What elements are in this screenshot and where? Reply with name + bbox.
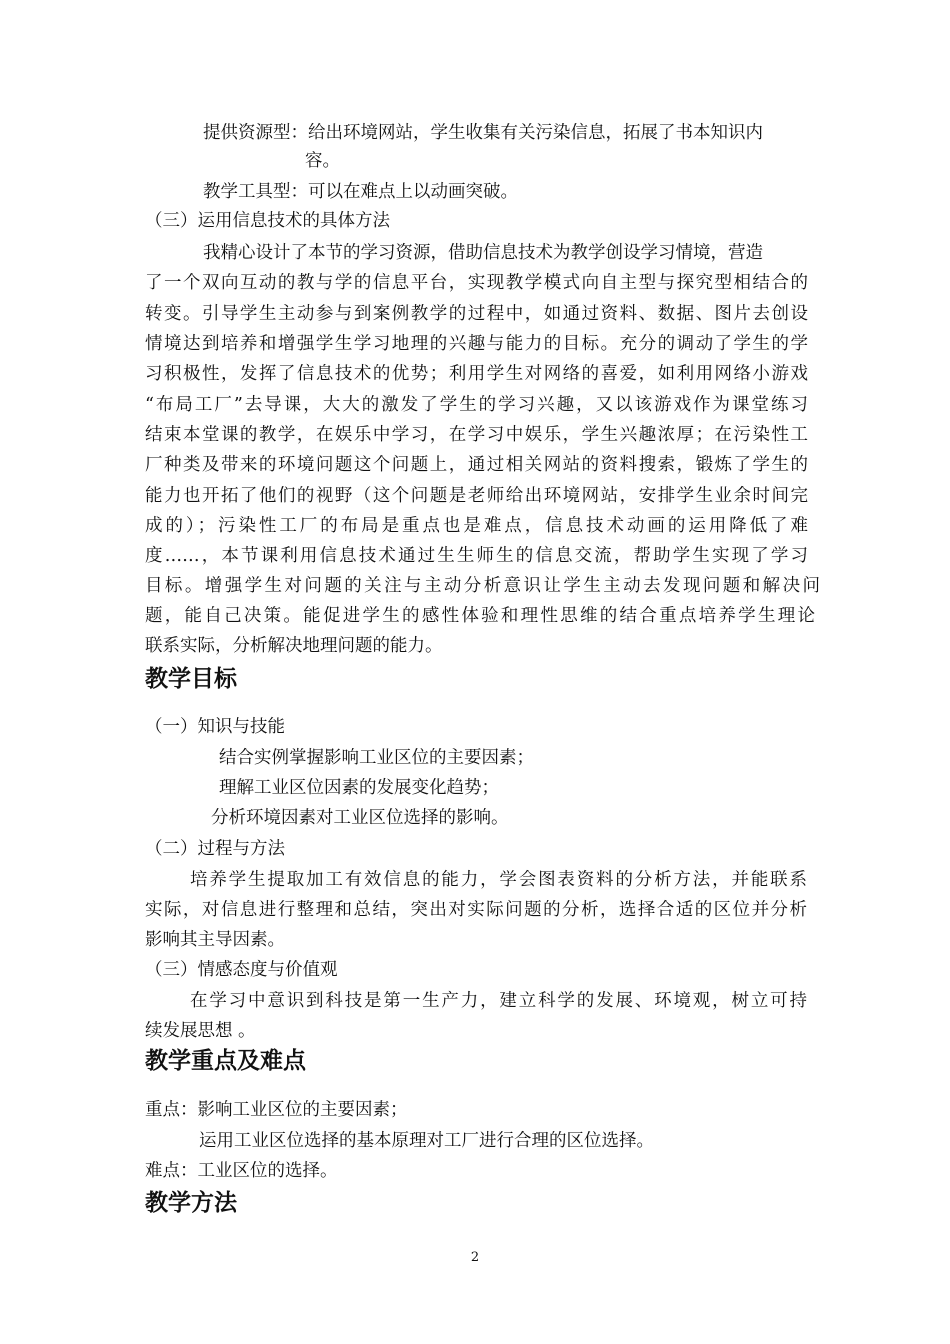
process-line: 实际，对信息进行整理和总结，突出对实际问题的分析，选择合适的区位并分析 <box>145 900 807 920</box>
methods-paragraph-line: 联系实际，分析解决地理问题的能力。 <box>145 636 443 656</box>
methods-paragraph-line: 能力也开拓了他们的视野（这个问题是老师给出环境网站，安排学生业余时间完 <box>145 486 808 506</box>
resource-type-line-cont: 容。 <box>305 151 340 171</box>
knowledge-item: 分析环境因素对工业区位选择的影响。 <box>211 808 509 828</box>
knowledge-heading: （一）知识与技能 <box>145 717 285 737</box>
emotion-line: 续发展思想 。 <box>145 1021 256 1041</box>
methods-paragraph-line: 厂种类及带来的环境问题这个问题上，通过相关网站的资料搜索，锻炼了学生的 <box>145 455 808 475</box>
knowledge-item: 理解工业区位因素的发展变化趋势； <box>219 778 499 798</box>
process-heading: （二）过程与方法 <box>145 839 285 859</box>
tool-type-line: 教学工具型：可以在难点上以动画突破。 <box>203 182 518 202</box>
methods-paragraph-line: 转变。引导学生主动参与到案例教学的过程中，如通过资料、数据、图片去创设 <box>145 304 808 324</box>
key-point-line: 重点：影响工业区位的主要因素； <box>145 1100 408 1120</box>
methods-paragraph-line: “布局工厂”去导课，大大的激发了学生的学习兴趣，又以该游戏作为课堂练习 <box>145 395 808 415</box>
resource-type-line: 提供资源型：给出环境网站，学生收集有关污染信息，拓展了书本知识内 <box>203 123 763 143</box>
key-points-title: 教学重点及难点 <box>145 1048 306 1074</box>
emotion-heading: （三）情感态度与价值观 <box>145 960 338 980</box>
methods-paragraph-line: 度……，本节课利用信息技术通过生生师生的信息交流，帮助学生实现了学习 <box>145 546 808 566</box>
methods-paragraph-line: 结束本堂课的教学，在娱乐中学习，在学习中娱乐，学生兴趣浓厚；在污染性工 <box>145 425 808 445</box>
difficulty-line: 难点：工业区位的选择。 <box>145 1161 338 1181</box>
methods-paragraph-line: 情境达到培养和增强学生学习地理的兴趣与能力的目标。充分的调动了学生的学 <box>145 334 808 354</box>
methods-paragraph-line: 了一个双向互动的教与学的信息平台，实现教学模式向自主型与探究型相结合的 <box>145 273 808 293</box>
methods-paragraph-line: 我精心设计了本节的学习资源，借助信息技术为教学创设学习情境，营造 <box>203 243 763 263</box>
teaching-methods-title: 教学方法 <box>145 1190 237 1216</box>
knowledge-item: 结合实例掌握影响工业区位的主要因素； <box>219 748 534 768</box>
process-line: 影响其主导因素。 <box>145 930 285 950</box>
methods-paragraph-line: 成的）；污染性工厂的布局是重点也是难点，信息技术动画的运用降低了难 <box>145 516 808 536</box>
page-number: 2 <box>470 1250 480 1265</box>
teaching-goals-title: 教学目标 <box>145 666 237 692</box>
methods-paragraph-line: 目标。增强学生对问题的关注与主动分析意识让学生主动去发现问题和解决问 <box>145 576 820 596</box>
methods-paragraph-line: 题，能自己决策。能促进学生的感性体验和理性思维的结合重点培养学生理论 <box>145 606 815 626</box>
process-line: 培养学生提取加工有效信息的能力，学会图表资料的分析方法，并能联系 <box>190 870 807 890</box>
key-point-line: 运用工业区位选择的基本原理对工厂进行合理的区位选择。 <box>199 1131 654 1151</box>
methods-heading: （三）运用信息技术的具体方法 <box>145 211 390 231</box>
emotion-line: 在学习中意识到科技是第一生产力，建立科学的发展、环境观，树立可持 <box>190 991 807 1011</box>
methods-paragraph-line: 习积极性，发挥了信息技术的优势；利用学生对网络的喜爱，如利用网络小游戏 <box>145 364 808 384</box>
